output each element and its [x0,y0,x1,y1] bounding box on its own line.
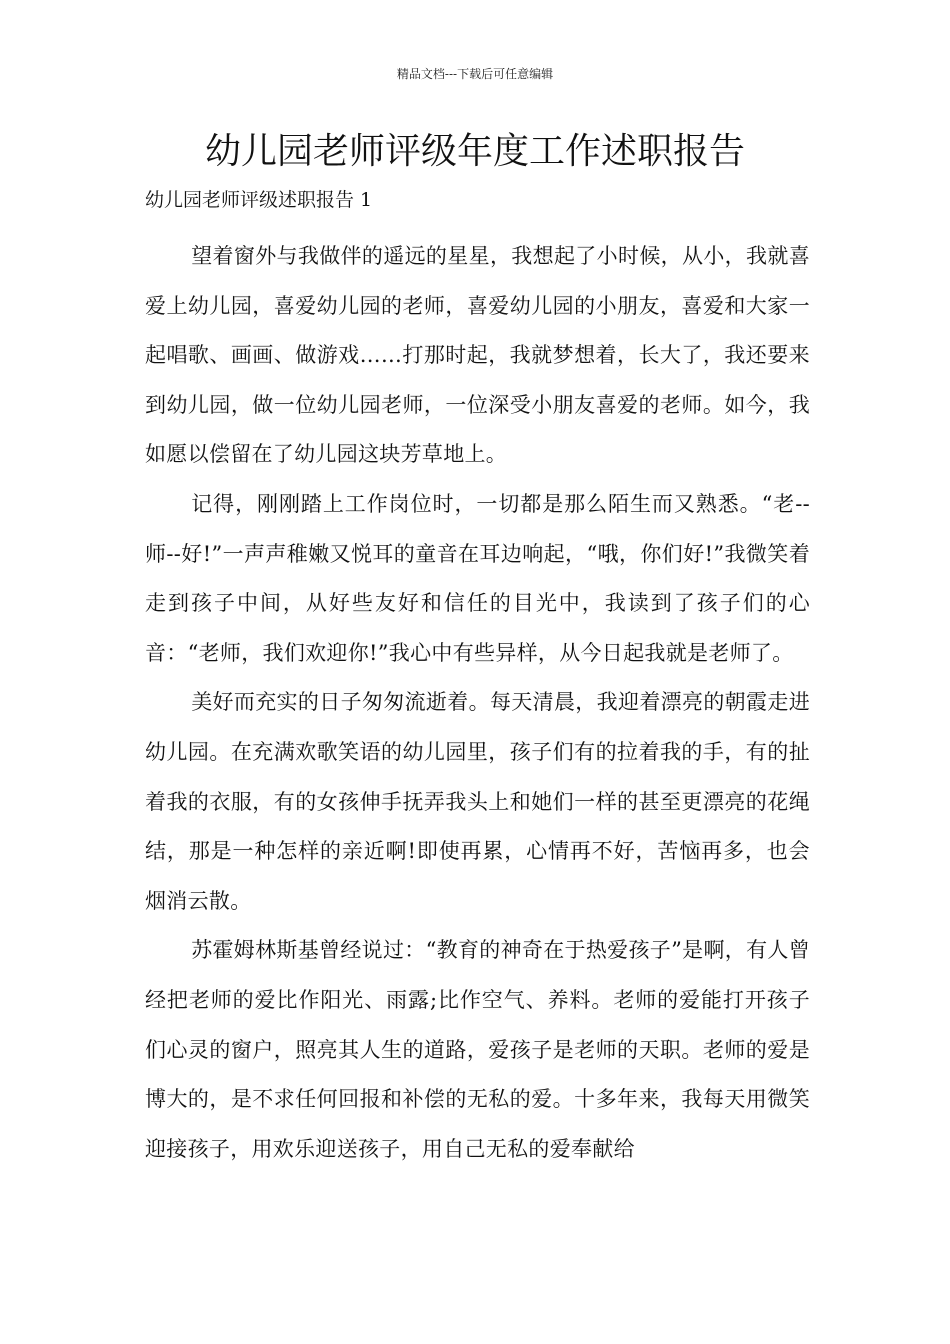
paragraph-4: 苏霍姆林斯基曾经说过：“教育的神奇在于热爱孩子”是啊，有人曾经把老师的爱比作阳光、雨露;比作空气、养料。老师的爱能打开孩子们心灵的窗户，照亮其人生的道路，爱孩子是老师的天职。老师的爱是博大的，是不求任何回报和补偿的无私的爱。十多年来，我每天用微笑迎接孩子，用欢乐迎送孩子，用自己无私的爱奉献给 [145,938,810,1161]
document-body [145,232,810,1174]
header-note: 精品文档---下载后可任意编辑 [396,67,554,81]
paragraph-3: 美好而充实的日子匆匆流逝着。每天清晨，我迎着漂亮的朝霞走进幼儿园。在充满欢歌笑语的幼儿园里，孩子们有的拉着我的手，有的扯着我的衣服，有的女孩伸手抚弄我头上和她们一样的甚至更漂亮的花绳结，那是一种怎样的亲近啊!即使再累，心情再不好，苦恼再多，也会烟消云散。 [145,690,810,913]
section-subtitle: 幼儿园老师评级述职报告 1 [145,189,373,211]
paragraph-1: 望着窗外与我做伴的遥远的星星，我想起了小时候，从小，我就喜爱上幼儿园，喜爱幼儿园的老师，喜爱幼儿园的小朋友，喜爱和大家一起唱歌、画画、做游戏……打那时起，我就梦想着，长大了，我还要来到幼儿园，做一位幼儿园老师，一位深受小朋友喜爱的老师。如今，我如愿以偿留在了幼儿园这块芳草地上。 [145,244,810,467]
document-title: 幼儿园老师评级年度工作述职报告 [204,131,745,172]
paragraph-2: 记得，刚刚踏上工作岗位时，一切都是那么陌生而又熟悉。“老--师--好!”一声声稚嫩又悦耳的童音在耳边响起，“哦，你们好!”我微笑着走到孩子中间，从好些友好和信任的目光中，我读到了孩子们的心音：“老师，我们欢迎你!”我心中有些异样，从今日起我就是老师了。 [145,491,810,665]
